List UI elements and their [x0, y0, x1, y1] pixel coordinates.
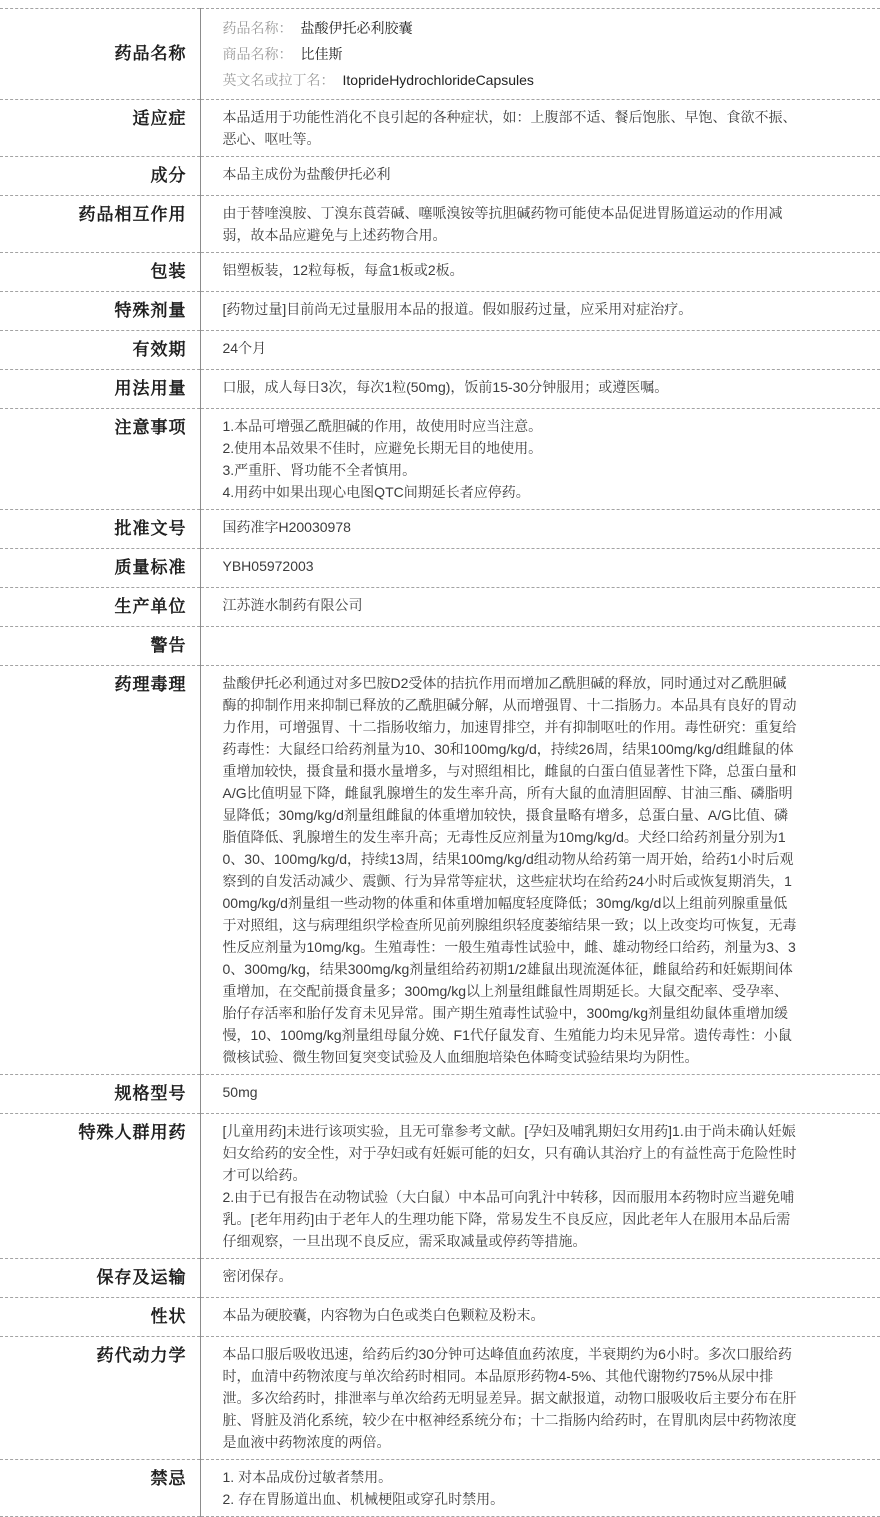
content-line: 由于替喹溴胺、丁溴东莨菪碱、噻哌溴铵等抗胆碱药物可能使本品促进胃肠道运动的作用减弱，故本品应避免与上述药物合用。: [222, 205, 783, 243]
field-name: 英文名或拉丁名：: [222, 72, 335, 88]
row-label: 警告: [0, 627, 200, 666]
drug-info-page: [0, 8, 880, 1507]
table-row: [0, 9, 880, 100]
content-line: 3.严重肝、肾功能不全者慎用。: [222, 462, 417, 478]
row-label: 性状: [0, 1298, 200, 1337]
content-line: 江苏涟水制药有限公司: [222, 597, 363, 613]
table-row: [0, 331, 880, 370]
content-line: 口服，成人每日3次，每次1粒(50mg)，饭前15-30分钟服用；或遵医嘱。: [222, 379, 669, 395]
content-line: 1. 对本品成份过敏者禁用。: [222, 1469, 393, 1485]
content-line: 铝塑板装，12粒每板，每盒1板或2板。: [222, 262, 464, 278]
row-content: [200, 1259, 880, 1298]
row-content: [200, 100, 880, 157]
row-label: 特殊人群用药: [0, 1114, 200, 1259]
table-row: [0, 1337, 880, 1460]
row-label: 用法用量: [0, 370, 200, 409]
row-content: [200, 9, 880, 100]
row-label: 包装: [0, 253, 200, 292]
row-label: 批准文号: [0, 510, 200, 549]
field-line: [223, 15, 798, 41]
table-row: [0, 370, 880, 409]
field-value: 盐酸伊托必利胶囊: [300, 20, 413, 36]
field-name: 药品名称：: [222, 20, 293, 36]
table-row: [0, 1075, 880, 1114]
row-label: 有效期: [0, 331, 200, 370]
row-content: [200, 1114, 880, 1259]
row-content: [200, 1460, 880, 1517]
field-name: 商品名称：: [222, 46, 293, 62]
table-row: [0, 510, 880, 549]
row-content: [200, 292, 880, 331]
content-line: 50mg: [222, 1084, 258, 1100]
row-label: 质量标准: [0, 549, 200, 588]
content-line: 2.由于已有报告在动物试验（大白鼠）中本品可向乳汁中转移，因而服用本药物时应当避免哺乳。[老年用药]由于老年人的生理功能下降，常易发生不良反应，因此老年人在服用本品后需仔细观察，一旦出现不良反应，需采取减量或停药等措施。: [222, 1189, 795, 1249]
drug-info-table: [0, 8, 880, 1517]
field-line: [223, 67, 798, 93]
content-line: YBH05972003: [222, 558, 314, 574]
row-label: 保存及运输: [0, 1259, 200, 1298]
content-line: 4.用药中如果出现心电图QTC间期延长者应停药。: [222, 484, 530, 500]
row-label: 药品相互作用: [0, 196, 200, 253]
table-row: [0, 588, 880, 627]
table-row: [0, 292, 880, 331]
row-label: 注意事项: [0, 409, 200, 510]
content-line: [药物过量]目前尚无过量服用本品的报道。假如服药过量，应采用对症治疗。: [222, 301, 693, 317]
content-line: [儿童用药]未进行该项实验，且无可靠参考文献。[孕妇及哺乳期妇女用药]1.由于尚未确认妊娠妇女给药的安全性，对于孕妇或有妊娠可能的妇女，只有确认其治疗上的有益性高于危险性时才可以给药。: [222, 1123, 797, 1183]
field-line: [223, 41, 798, 67]
row-label: 药代动力学: [0, 1337, 200, 1460]
row-label: 生产单位: [0, 588, 200, 627]
row-content: [200, 196, 880, 253]
content-line: 本品适用于功能性消化不良引起的各种症状，如：上腹部不适、餐后饱胀、早饱、食欲不振、恶心、呕吐等。: [222, 109, 797, 147]
content-line: 24个月: [222, 340, 267, 356]
row-content: [200, 627, 880, 666]
table-row: [0, 549, 880, 588]
row-content: [200, 409, 880, 510]
content-line: 1.本品可增强乙酰胆碱的作用，故使用时应当注意。: [222, 418, 543, 434]
row-content: [200, 157, 880, 196]
row-label: 特殊剂量: [0, 292, 200, 331]
row-label: 规格型号: [0, 1075, 200, 1114]
content-line: 密闭保存。: [222, 1268, 293, 1284]
table-row: [0, 627, 880, 666]
content-line: 本品为硬胶囊，内容物为白色或类白色颗粒及粉末。: [222, 1307, 545, 1323]
table-row: [0, 1460, 880, 1517]
row-content: [200, 253, 880, 292]
content-line: 盐酸伊托必利通过对多巴胺D2受体的拮抗作用而增加乙酰胆碱的释放，同时通过对乙酰胆碱酶的抑制作用来抑制已释放的乙酰胆碱分解，从而增强胃、十二指肠力。本品具有良好的胃动力作用，可增强胃、十二指肠收缩力，加速胃排空，并有抑制呕吐的作用。毒性研究：重复给药毒性：大鼠经口给药剂量为10、30和100mg/kg/d，持续26周，结果100mg/kg/d组雌鼠的体重增加较快，摄食量和摄水量增多，与对照组相比，雌鼠的白蛋白值显著性下降，总蛋白量和A/G比值明显下降，雌鼠乳腺增生的发生率升高，所有大鼠的血清胆固醇、甘油三酯、磷脂明显降低；30mg/kg/d剂量组雌鼠的体重增加较快，摄食量略有增多，总蛋白量、A/G比值、磷脂值降低、乳腺增生的发生率升高；无毒性反应剂量为10mg/kg/d。犬经口给药剂量分别为10、30、100mg/kg/d，持续13周，结果100mg/kg/d组动物从给药第一周开始，给药1小时后观察到的自发活动减少、震颤、行为异常等症状，这些症状均在给药24小时后或恢复期消失，100mg/kg/d剂量组一些动物的体重和体重增加幅度轻度降低；30mg/kg/d以上组前列腺重量低于对照组，这与病理组织学检查所见前列腺组织轻度萎缩结果一致；以上改变均可恢复，无毒性反应剂量为10mg/kg。生殖毒性：一般生殖毒性试验中，雌、雄动物经口给药，剂量为3、30、300mg/kg，结果300mg/kg剂量组给药初期1/2雄鼠出现流涎体征，雌鼠给药和妊娠期间体重增加，在交配前摄食量多；300mg/kg以上剂量组雌鼠性周期延长。大鼠交配率、受孕率、胎仔存活率和胎仔发育未见异常。围产期生殖毒性试验中，300mg/kg剂量组幼鼠体重增加缓慢，10、100mg/kg剂量组母鼠分娩、F1代仔鼠发育、生殖能力均未见异常。遗传毒性：小鼠微核试验、微生物回复突变试验及人血细胞培染色体畸变试验结果均为阴性。: [222, 675, 797, 1065]
row-content: [200, 510, 880, 549]
table-row: [0, 157, 880, 196]
drug-info-table-body: [0, 9, 880, 1517]
row-label: 禁忌: [0, 1460, 200, 1517]
row-label: 适应症: [0, 100, 200, 157]
table-row: [0, 1259, 880, 1298]
field-value: 比佳斯: [300, 46, 343, 62]
table-row: [0, 666, 880, 1075]
row-label: 成分: [0, 157, 200, 196]
table-row: [0, 409, 880, 510]
table-row: [0, 1114, 880, 1259]
row-content: [200, 1298, 880, 1337]
row-content: [200, 331, 880, 370]
table-row: [0, 100, 880, 157]
field-value: ItoprideHydrochlorideCapsules: [342, 72, 534, 88]
content-line: 本品口服后吸收迅速，给药后约30分钟可达峰值血药浓度，半衰期约为6小时。多次口服给药时，血清中药物浓度与单次给药时相同。本品原形药物4-5%、其他代谢物约75%从尿中排泄。多次给药时，排泄率与单次给药无明显差异。据文献报道，动物口服吸收后主要分布在肝脏、肾脏及消化系统，较少在中枢神经系统分布；十二指肠内给药时，在胃肌肉层中药物浓度是血液中药物浓度的两倍。: [222, 1346, 797, 1450]
row-content: [200, 370, 880, 409]
table-row: [0, 196, 880, 253]
table-row: [0, 1298, 880, 1337]
row-label: 药品名称: [0, 9, 200, 100]
row-content: [200, 1337, 880, 1460]
row-content: [200, 588, 880, 627]
content-line: 2. 存在胃肠道出血、机械梗阻或穿孔时禁用。: [222, 1491, 505, 1507]
table-row: [0, 253, 880, 292]
row-content: [200, 666, 880, 1075]
row-label: 药理毒理: [0, 666, 200, 1075]
content-line: 国药准字H20030978: [222, 519, 351, 535]
content-line: 2.使用本品效果不佳时，应避免长期无目的地使用。: [222, 440, 543, 456]
row-content: [200, 1075, 880, 1114]
content-line: 本品主成份为盐酸伊托必利: [222, 166, 391, 182]
row-content: [200, 549, 880, 588]
